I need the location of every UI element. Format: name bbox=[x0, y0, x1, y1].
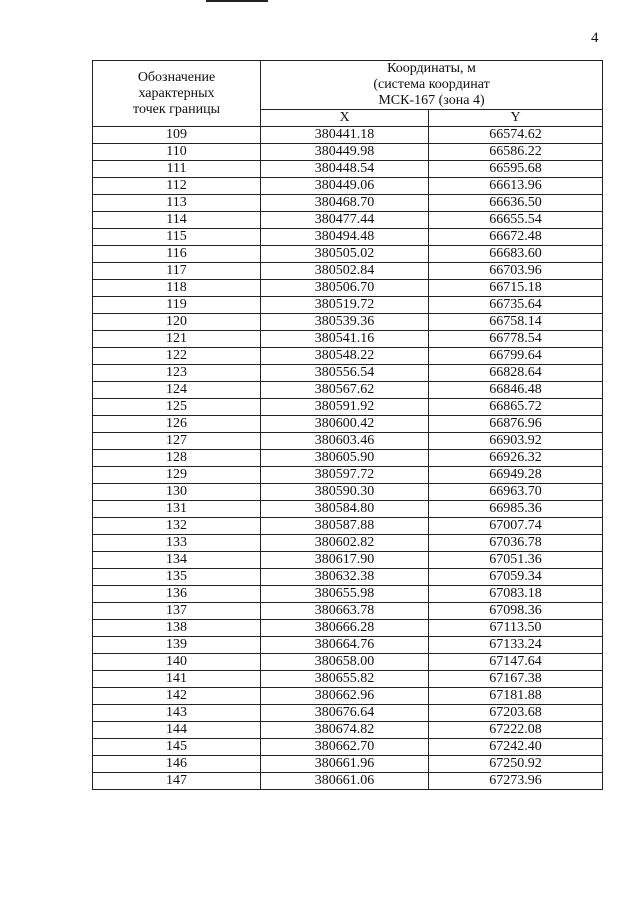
point-id-cell: 127 bbox=[93, 433, 261, 450]
y-coordinate-cell: 67036.78 bbox=[429, 535, 603, 552]
coords-header-line: Координаты, м bbox=[387, 61, 476, 76]
table-row bbox=[93, 348, 603, 365]
point-id-cell: 139 bbox=[93, 637, 261, 654]
x-coordinate-cell: 380519.72 bbox=[261, 297, 429, 314]
y-coordinate-cell: 66985.36 bbox=[429, 501, 603, 518]
table-row bbox=[93, 739, 603, 756]
y-coordinate-cell: 67059.34 bbox=[429, 569, 603, 586]
y-coordinate-cell: 66876.96 bbox=[429, 416, 603, 433]
y-coordinate-cell: 67167.38 bbox=[429, 671, 603, 688]
x-coordinate-cell: 380674.82 bbox=[261, 722, 429, 739]
y-coordinate-cell: 66715.18 bbox=[429, 280, 603, 297]
y-coordinate-cell: 67147.64 bbox=[429, 654, 603, 671]
x-coordinate-cell: 380661.06 bbox=[261, 773, 429, 790]
point-id-cell: 120 bbox=[93, 314, 261, 331]
table-row bbox=[93, 569, 603, 586]
y-coordinate-cell: 66865.72 bbox=[429, 399, 603, 416]
y-coordinate-cell: 66799.64 bbox=[429, 348, 603, 365]
table-row bbox=[93, 501, 603, 518]
x-coordinate-cell: 380506.70 bbox=[261, 280, 429, 297]
point-id-cell: 134 bbox=[93, 552, 261, 569]
table-row bbox=[93, 773, 603, 790]
x-coordinate-cell: 380449.98 bbox=[261, 144, 429, 161]
x-coordinate-cell: 380597.72 bbox=[261, 467, 429, 484]
table-row bbox=[93, 433, 603, 450]
y-coordinate-cell: 66574.62 bbox=[429, 127, 603, 144]
table-row bbox=[93, 331, 603, 348]
y-coordinate-cell: 67181.88 bbox=[429, 688, 603, 705]
table-row bbox=[93, 586, 603, 603]
y-coordinate-cell: 66586.22 bbox=[429, 144, 603, 161]
point-id-cell: 144 bbox=[93, 722, 261, 739]
x-coordinate-cell: 380603.46 bbox=[261, 433, 429, 450]
point-id-cell: 146 bbox=[93, 756, 261, 773]
x-coordinate-cell: 380584.80 bbox=[261, 501, 429, 518]
point-id-cell: 136 bbox=[93, 586, 261, 603]
y-coordinate-cell: 66735.64 bbox=[429, 297, 603, 314]
table-row bbox=[93, 756, 603, 773]
table-row bbox=[93, 263, 603, 280]
y-coordinate-cell: 67007.74 bbox=[429, 518, 603, 535]
point-id-cell: 138 bbox=[93, 620, 261, 637]
point-id-cell: 113 bbox=[93, 195, 261, 212]
table-row bbox=[93, 722, 603, 739]
table-row bbox=[93, 178, 603, 195]
point-id-cell: 116 bbox=[93, 246, 261, 263]
table-row bbox=[93, 365, 603, 382]
point-id-cell: 122 bbox=[93, 348, 261, 365]
table-row bbox=[93, 195, 603, 212]
y-coordinate-cell: 66903.92 bbox=[429, 433, 603, 450]
point-id-cell: 125 bbox=[93, 399, 261, 416]
table-row bbox=[93, 416, 603, 433]
points-header-line: точек границы bbox=[133, 101, 220, 117]
x-coordinate-cell: 380617.90 bbox=[261, 552, 429, 569]
x-coordinate-cell: 380441.18 bbox=[261, 127, 429, 144]
point-id-cell: 111 bbox=[93, 161, 261, 178]
table-row bbox=[93, 518, 603, 535]
point-id-cell: 115 bbox=[93, 229, 261, 246]
table-row bbox=[93, 246, 603, 263]
y-column-header: Y bbox=[429, 110, 603, 127]
y-coordinate-cell: 67098.36 bbox=[429, 603, 603, 620]
point-id-cell: 137 bbox=[93, 603, 261, 620]
x-coordinate-cell: 380567.62 bbox=[261, 382, 429, 399]
y-coordinate-cell: 66655.54 bbox=[429, 212, 603, 229]
y-coordinate-cell: 66828.64 bbox=[429, 365, 603, 382]
x-coordinate-cell: 380655.98 bbox=[261, 586, 429, 603]
point-id-cell: 143 bbox=[93, 705, 261, 722]
y-coordinate-cell: 67133.24 bbox=[429, 637, 603, 654]
x-coordinate-cell: 380505.02 bbox=[261, 246, 429, 263]
table-row bbox=[93, 552, 603, 569]
point-id-cell: 126 bbox=[93, 416, 261, 433]
point-id-cell: 129 bbox=[93, 467, 261, 484]
table-row bbox=[93, 382, 603, 399]
x-coordinate-cell: 380663.78 bbox=[261, 603, 429, 620]
x-coordinate-cell: 380662.96 bbox=[261, 688, 429, 705]
table-row bbox=[93, 399, 603, 416]
x-coordinate-cell: 380658.00 bbox=[261, 654, 429, 671]
points-header-line: Обозначение bbox=[137, 69, 216, 85]
y-coordinate-cell: 67250.92 bbox=[429, 756, 603, 773]
table-row bbox=[93, 637, 603, 654]
coords-header-line: (система координат bbox=[373, 77, 490, 92]
x-coordinate-cell: 380676.64 bbox=[261, 705, 429, 722]
y-coordinate-cell: 66963.70 bbox=[429, 484, 603, 501]
point-id-cell: 117 bbox=[93, 263, 261, 280]
point-id-cell: 121 bbox=[93, 331, 261, 348]
table-row bbox=[93, 535, 603, 552]
x-coordinate-cell: 380449.06 bbox=[261, 178, 429, 195]
y-coordinate-cell: 67203.68 bbox=[429, 705, 603, 722]
table-row bbox=[93, 671, 603, 688]
y-coordinate-cell: 66672.48 bbox=[429, 229, 603, 246]
y-coordinate-cell: 66613.96 bbox=[429, 178, 603, 195]
y-coordinate-cell: 66778.54 bbox=[429, 331, 603, 348]
y-coordinate-cell: 67273.96 bbox=[429, 773, 603, 790]
table-row bbox=[93, 297, 603, 314]
table-row bbox=[93, 654, 603, 671]
table-row bbox=[93, 484, 603, 501]
point-id-cell: 141 bbox=[93, 671, 261, 688]
point-id-cell: 145 bbox=[93, 739, 261, 756]
x-coordinate-cell: 380666.28 bbox=[261, 620, 429, 637]
table-row bbox=[93, 314, 603, 331]
point-id-cell: 124 bbox=[93, 382, 261, 399]
point-id-cell: 131 bbox=[93, 501, 261, 518]
points-header bbox=[93, 61, 261, 127]
table-row bbox=[93, 620, 603, 637]
y-coordinate-cell: 66758.14 bbox=[429, 314, 603, 331]
x-coordinate-cell: 380591.92 bbox=[261, 399, 429, 416]
table-row bbox=[93, 688, 603, 705]
x-coordinate-cell: 380548.22 bbox=[261, 348, 429, 365]
point-id-cell: 133 bbox=[93, 535, 261, 552]
coords-header bbox=[261, 61, 603, 110]
point-id-cell: 119 bbox=[93, 297, 261, 314]
table-row bbox=[93, 161, 603, 178]
x-coordinate-cell: 380590.30 bbox=[261, 484, 429, 501]
x-coordinate-cell: 380539.36 bbox=[261, 314, 429, 331]
point-id-cell: 110 bbox=[93, 144, 261, 161]
x-coordinate-cell: 380600.42 bbox=[261, 416, 429, 433]
point-id-cell: 128 bbox=[93, 450, 261, 467]
table-row bbox=[93, 603, 603, 620]
table-row bbox=[93, 467, 603, 484]
table-row bbox=[93, 705, 603, 722]
y-coordinate-cell: 66703.96 bbox=[429, 263, 603, 280]
point-id-cell: 135 bbox=[93, 569, 261, 586]
y-coordinate-cell: 66926.32 bbox=[429, 450, 603, 467]
x-coordinate-cell: 380661.96 bbox=[261, 756, 429, 773]
point-id-cell: 142 bbox=[93, 688, 261, 705]
x-coordinate-cell: 380605.90 bbox=[261, 450, 429, 467]
y-coordinate-cell: 67051.36 bbox=[429, 552, 603, 569]
x-coordinate-cell: 380541.16 bbox=[261, 331, 429, 348]
x-coordinate-cell: 380556.54 bbox=[261, 365, 429, 382]
x-coordinate-cell: 380494.48 bbox=[261, 229, 429, 246]
point-id-cell: 112 bbox=[93, 178, 261, 195]
x-coordinate-cell: 380602.82 bbox=[261, 535, 429, 552]
point-id-cell: 147 bbox=[93, 773, 261, 790]
x-coordinate-cell: 380587.88 bbox=[261, 518, 429, 535]
point-id-cell: 118 bbox=[93, 280, 261, 297]
x-coordinate-cell: 380655.82 bbox=[261, 671, 429, 688]
coords-header-line: МСК-167 (зона 4) bbox=[378, 93, 485, 108]
x-coordinate-cell: 380664.76 bbox=[261, 637, 429, 654]
x-coordinate-cell: 380448.54 bbox=[261, 161, 429, 178]
x-column-header: X bbox=[261, 110, 429, 127]
x-coordinate-cell: 380662.70 bbox=[261, 739, 429, 756]
top-rule bbox=[206, 0, 268, 2]
x-coordinate-cell: 380632.38 bbox=[261, 569, 429, 586]
y-coordinate-cell: 67083.18 bbox=[429, 586, 603, 603]
table-row bbox=[93, 144, 603, 161]
x-coordinate-cell: 380502.84 bbox=[261, 263, 429, 280]
point-id-cell: 132 bbox=[93, 518, 261, 535]
point-id-cell: 130 bbox=[93, 484, 261, 501]
x-coordinate-cell: 380477.44 bbox=[261, 212, 429, 229]
table-row bbox=[93, 229, 603, 246]
table-row bbox=[93, 280, 603, 297]
x-coordinate-cell: 380468.70 bbox=[261, 195, 429, 212]
y-coordinate-cell: 66595.68 bbox=[429, 161, 603, 178]
point-id-cell: 140 bbox=[93, 654, 261, 671]
point-id-cell: 123 bbox=[93, 365, 261, 382]
y-coordinate-cell: 66683.60 bbox=[429, 246, 603, 263]
y-coordinate-cell: 66949.28 bbox=[429, 467, 603, 484]
y-coordinate-cell: 67113.50 bbox=[429, 620, 603, 637]
points-header-line: характерных bbox=[138, 85, 215, 101]
y-coordinate-cell: 67242.40 bbox=[429, 739, 603, 756]
y-coordinate-cell: 66846.48 bbox=[429, 382, 603, 399]
coordinates-table bbox=[92, 60, 603, 790]
y-coordinate-cell: 66636.50 bbox=[429, 195, 603, 212]
point-id-cell: 109 bbox=[93, 127, 261, 144]
table-row bbox=[93, 450, 603, 467]
table-row bbox=[93, 127, 603, 144]
point-id-cell: 114 bbox=[93, 212, 261, 229]
table-body bbox=[93, 127, 603, 790]
page-number: 4 bbox=[591, 30, 599, 46]
y-coordinate-cell: 67222.08 bbox=[429, 722, 603, 739]
table-row bbox=[93, 212, 603, 229]
